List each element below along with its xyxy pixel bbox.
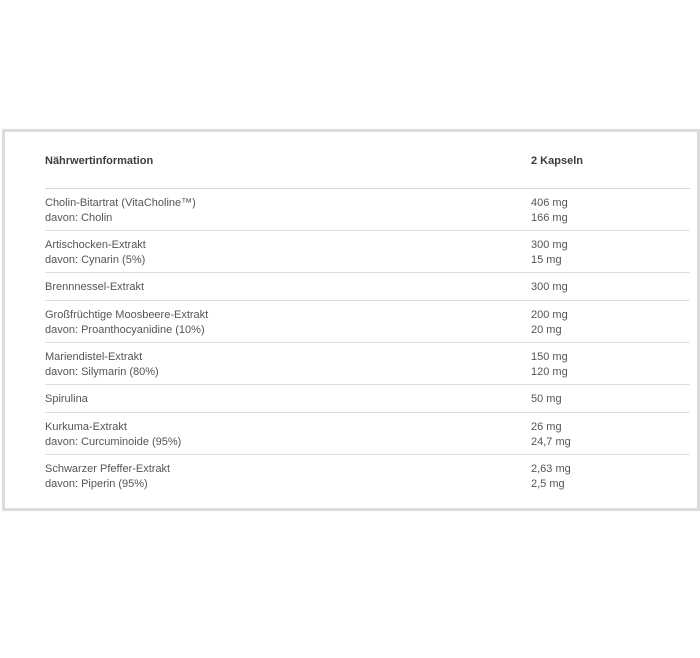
amount-value: 406 mg (531, 197, 568, 209)
nutrition-table-panel (2, 129, 700, 511)
table-body (45, 189, 690, 496)
ingredient-cell (45, 392, 88, 407)
amount-value: 15 mg (531, 254, 562, 266)
header-name: Nährwertinformation (45, 155, 154, 167)
amount-cell (531, 308, 568, 338)
table-row (45, 231, 690, 273)
ingredient-name: Cholin-Bitartrat (VitaCholine™) (45, 197, 196, 209)
table-row (45, 413, 690, 455)
ingredient-name: Artischocken-Extrakt (45, 239, 146, 251)
amount-cell (531, 238, 568, 268)
amount-value: 20 mg (531, 324, 562, 336)
header-amount: 2 Kapseln (531, 155, 583, 167)
ingredient-subname: davon: Cholin (45, 212, 113, 224)
ingredient-subname: davon: Cynarin (5%) (45, 254, 146, 266)
amount-value: 2,5 mg (531, 478, 565, 490)
amount-value: 300 mg (531, 239, 568, 251)
amount-cell (531, 420, 571, 450)
table-row (45, 385, 690, 413)
ingredient-name: Spirulina (45, 393, 88, 405)
amount-value: 300 mg (531, 281, 568, 293)
ingredient-name: Kurkuma-Extrakt (45, 421, 127, 433)
table-header (45, 132, 690, 189)
amount-value: 166 mg (531, 212, 568, 224)
amount-value: 50 mg (531, 393, 562, 405)
amount-cell (531, 350, 568, 380)
amount-value: 120 mg (531, 366, 568, 378)
amount-value: 200 mg (531, 309, 568, 321)
ingredient-cell (45, 462, 170, 492)
ingredient-cell (45, 308, 208, 338)
table-row (45, 343, 690, 385)
ingredient-cell (45, 420, 181, 450)
ingredient-subname: davon: Curcuminoide (95%) (45, 436, 182, 448)
ingredient-cell (45, 280, 144, 295)
amount-value: 24,7 mg (531, 436, 571, 448)
ingredient-subname: davon: Proanthocyanidine (10%) (45, 324, 205, 336)
amount-value: 26 mg (531, 421, 562, 433)
amount-cell (531, 392, 562, 407)
ingredient-subname: davon: Silymarin (80%) (45, 366, 159, 378)
nutrition-table (45, 132, 690, 496)
amount-cell (531, 196, 568, 226)
ingredient-name: Brennnessel-Extrakt (45, 281, 145, 293)
table-row (45, 273, 690, 301)
table-row (45, 455, 690, 496)
ingredient-cell (45, 196, 196, 226)
ingredient-subname: davon: Piperin (95%) (45, 478, 148, 490)
ingredient-name: Schwarzer Pfeffer-Extrakt (45, 463, 171, 475)
table-row (45, 301, 690, 343)
amount-cell (531, 462, 571, 492)
amount-cell (531, 280, 568, 295)
ingredient-name: Großfrüchtige Moosbeere-Extrakt (45, 309, 209, 321)
table-row (45, 189, 690, 231)
ingredient-name: Mariendistel-Extrakt (45, 351, 143, 363)
ingredient-cell (45, 238, 146, 268)
ingredient-cell (45, 350, 159, 380)
amount-value: 150 mg (531, 351, 568, 363)
amount-value: 2,63 mg (531, 463, 571, 475)
